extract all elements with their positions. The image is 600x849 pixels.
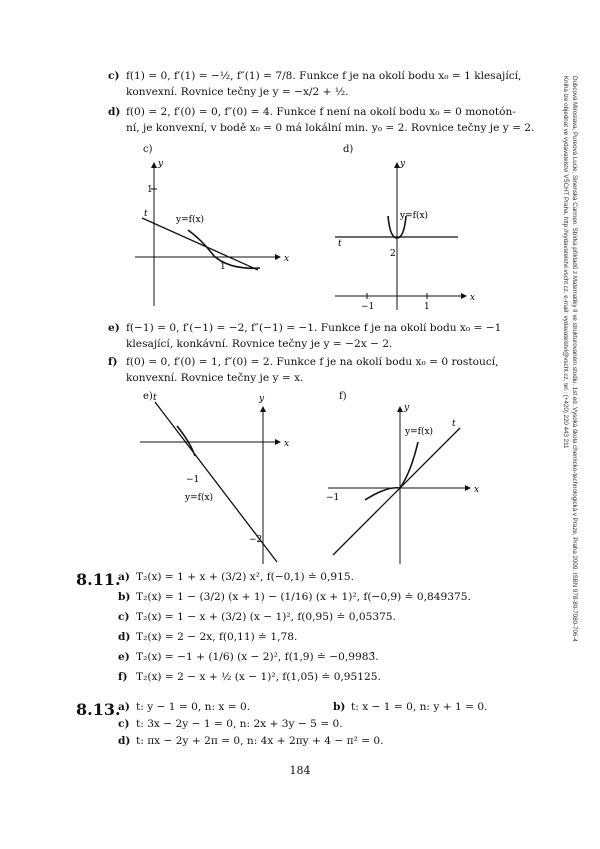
item-text-cont: klesající, konkávní. Rovnice tečny je y = −2x − 2. xyxy=(126,338,393,350)
answer-text: t: 3x − 2y − 1 = 0, n: 2x + 3y − 5 = 0. xyxy=(136,718,343,730)
answer-row xyxy=(118,630,297,644)
graph-e xyxy=(135,393,295,567)
curve-label: y=f(x) xyxy=(176,215,205,225)
item-label: d) xyxy=(108,106,121,118)
answer-text: T₂(x) = 1 + x + (3/2) x², f(−0,1) ≐ 0,915. xyxy=(136,571,354,583)
answer-row xyxy=(118,670,381,684)
y-axis-label: y xyxy=(404,403,410,413)
answer-row xyxy=(118,650,379,664)
answer-row xyxy=(118,610,396,624)
curve-label: y=f(x) xyxy=(405,427,434,437)
answer-label: e) xyxy=(118,651,130,663)
item-text: f(0) = 2, f′(0) = 0, f″(0) = 4. Funkce f není na okolí bodu x₀ = 0 monotón- xyxy=(126,106,516,118)
item-text-cont: konvexní. Rovnice tečny je y = x. xyxy=(126,372,304,384)
answer-label: d) xyxy=(118,735,131,747)
exercise-8-13 xyxy=(76,700,548,750)
item-label: e) xyxy=(108,322,120,334)
answer-label: d) xyxy=(118,631,131,643)
graph-f-title: f) xyxy=(339,391,347,402)
tick-x-minus1: −1 xyxy=(326,493,340,503)
answer-text: T₂(x) = 2 − 2x, f(0,11) ≐ 1,78. xyxy=(136,631,298,643)
answer-row xyxy=(118,700,250,714)
tick-x-minus1: −1 xyxy=(361,302,375,312)
item-text-cont: konvexní. Rovnice tečny je y = −x/2 + ½. xyxy=(126,86,349,98)
answer-text: T₂(x) = −1 + (1/6) (x − 2)², f(1,9) ≐ −0,9983̄. xyxy=(136,651,379,663)
answer-label: a) xyxy=(118,571,130,583)
graph-d xyxy=(330,158,480,318)
tick-x-1: 1 xyxy=(424,302,430,312)
graph-e-title: e) xyxy=(143,391,153,402)
x-axis-label: x xyxy=(284,439,290,449)
item-text: f(0) = 0, f′(0) = 1, f″(0) = 2. Funkce f je na okolí bodu x₀ = 0 rostoucí, xyxy=(126,356,499,368)
answer-row xyxy=(118,734,384,748)
answer-label: c) xyxy=(118,718,130,730)
curve-label: y=f(x) xyxy=(185,493,214,503)
exercise-8-11 xyxy=(76,570,548,683)
answer-text: T₂(x) = 1 − (3/2) (x + 1) − (1/16) (x + 1)², f(−0,9) ≐ 0,849375. xyxy=(136,591,471,603)
item-text: f(−1) = 0, f′(−1) = −2, f″(−1) = −1. Funkce f je na okolí bodu x₀ = −1 xyxy=(126,322,502,334)
graph-c xyxy=(130,158,300,308)
graph-c-title: c) xyxy=(143,144,153,155)
exercise-number: 8.13. xyxy=(76,700,121,719)
item-f xyxy=(108,354,548,386)
tick-x-1: 1 xyxy=(220,262,226,272)
item-text-cont: ní, je konvexní, v bodě x₀ = 0 má lokální min. y₀ = 2. Rovnice tečny je y = 2. xyxy=(126,122,535,134)
answer-text: t: x − 1 = 0, n: y + 1 = 0. xyxy=(351,701,488,713)
y-axis-label: y xyxy=(400,159,406,169)
exercise-number: 8.11. xyxy=(76,570,121,589)
answer-text: T₂(x) = 1 − x + (3/2) (x − 1)², f(0,95) ≐ 0,05375. xyxy=(136,611,396,623)
answer-label: b) xyxy=(118,591,131,603)
item-text: f(1) = 0, f′(1) = −½, f″(1) = 7/8. Funkce f je na okolí bodu x₀ = 1 klesající, xyxy=(126,70,522,82)
tangent-label: t xyxy=(452,419,456,429)
tangent-line xyxy=(333,428,460,555)
item-e xyxy=(108,320,548,352)
tangent-label: t xyxy=(338,239,342,249)
answer-label: c) xyxy=(118,611,130,623)
item-label: f) xyxy=(108,356,118,368)
side-copyright-note xyxy=(561,76,578,776)
side-note-line-1: Dubcová Miroslava, Pureová Lucie, Sinenská Carmen: Sbírka příkladů z Matematiky II ve strukturovaném studiu. 1st ed. Vysoká škola chemicko-technologická v Praze, Praha 2009. ISBN 978-80-7080-706-4 xyxy=(571,76,578,642)
answer-label: b) xyxy=(333,701,346,713)
answer-row xyxy=(118,717,343,731)
answer-row xyxy=(118,590,471,604)
answer-text: T₂(x) = 2 − x + ½ (x − 1)², f(1,05) ≐ 0,95125. xyxy=(136,671,381,683)
tick-y-minus2: −2 xyxy=(249,535,263,545)
graph-f xyxy=(325,402,485,567)
x-axis-label: x xyxy=(474,485,480,495)
curve-label: y=f(x) xyxy=(400,211,429,221)
answer-row xyxy=(333,700,487,714)
answer-text: t: y − 1 = 0, n: x = 0. xyxy=(136,701,251,713)
page-number: 184 xyxy=(289,764,311,777)
tick-y-2: 2 xyxy=(390,249,396,259)
answer-label: a) xyxy=(118,701,130,713)
y-axis-label: y xyxy=(259,394,265,404)
x-axis-label: x xyxy=(470,293,476,303)
tangent-label: t xyxy=(144,209,148,219)
answer-row xyxy=(118,570,354,584)
tick-x-minus1: −1 xyxy=(186,475,200,485)
item-label: c) xyxy=(108,70,120,82)
item-c xyxy=(108,68,548,100)
item-d xyxy=(108,104,548,136)
y-axis-label: y xyxy=(158,159,164,169)
answer-label: f) xyxy=(118,671,128,683)
function-curve xyxy=(365,442,418,500)
graph-d-title: d) xyxy=(343,144,354,155)
answer-text: t: πx − 2y + 2π = 0, n: 4x + 2πy + 4 − π² = 0. xyxy=(136,735,384,747)
x-axis-label: x xyxy=(284,254,290,264)
side-note-line-2: Kniha lze objednat ve vydavatelství VŠCHT Praha, http://vydavatelstvi.vscht.cz, e-mail: vydavatelstvi@vscht.cz, tel.: (+420) 220 443 211 xyxy=(562,76,570,449)
tangent-line xyxy=(142,218,258,270)
tangent-label: t xyxy=(153,393,157,403)
tick-y-1: 1 xyxy=(147,185,153,195)
